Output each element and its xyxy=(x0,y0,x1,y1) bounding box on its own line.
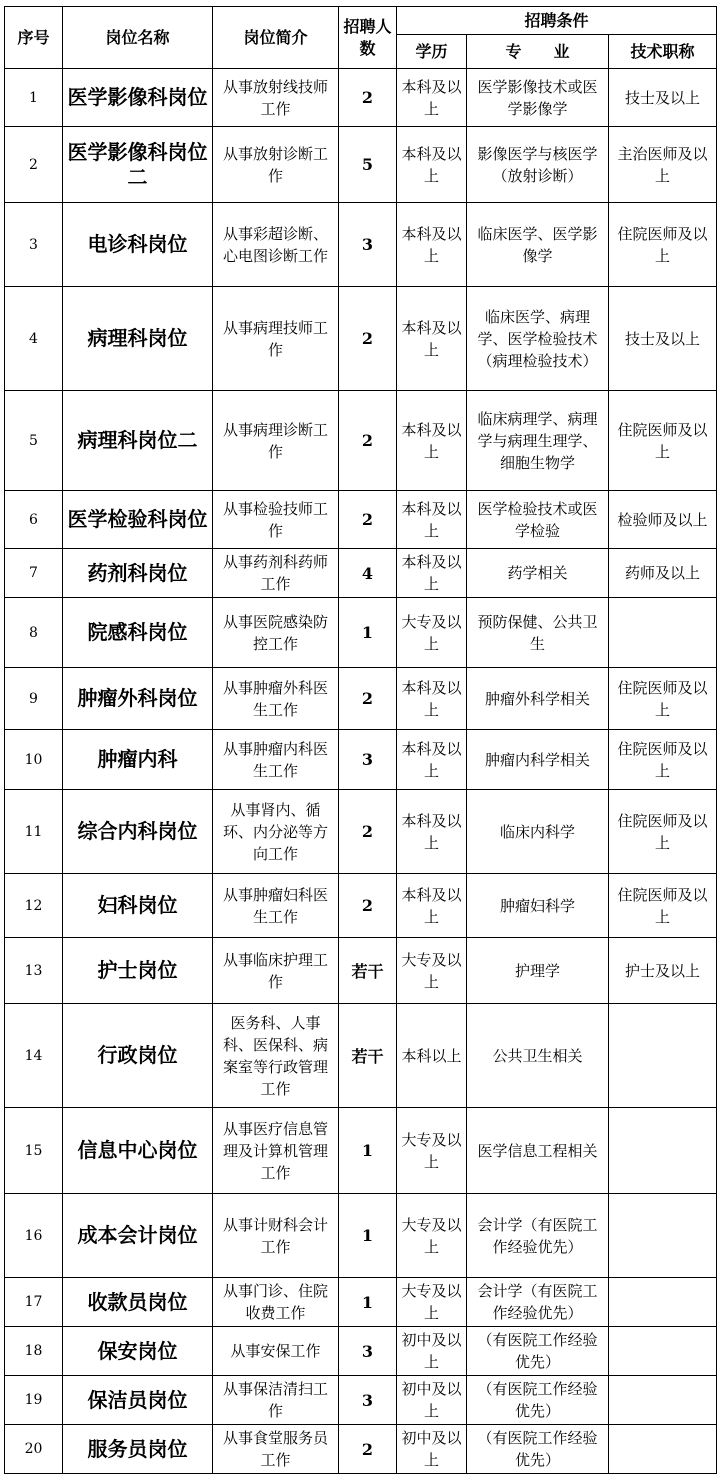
row-position-desc: 从事放射线技师工作 xyxy=(213,69,339,127)
row-position-name: 成本会计岗位 xyxy=(63,1194,213,1278)
row-position-desc: 从事安保工作 xyxy=(213,1327,339,1376)
row-count: 1 xyxy=(339,1278,397,1327)
row-tech-title: 技士及以上 xyxy=(609,287,717,391)
row-education: 大专及以上 xyxy=(397,938,467,1004)
row-count: 若干 xyxy=(339,1004,397,1108)
recruitment-table xyxy=(4,6,717,1474)
row-count: 1 xyxy=(339,1108,397,1194)
row-count: 2 xyxy=(339,491,397,549)
row-tech-title xyxy=(609,1108,717,1194)
row-seq: 13 xyxy=(5,938,63,1004)
row-position-name: 收款员岗位 xyxy=(63,1278,213,1327)
row-position-name: 医学影像科岗位 xyxy=(63,69,213,127)
row-education: 本科及以上 xyxy=(397,730,467,790)
row-position-desc: 从事病理诊断工作 xyxy=(213,391,339,491)
header-name: 岗位名称 xyxy=(63,7,213,69)
row-count: 2 xyxy=(339,790,397,874)
header-major: 专 业 xyxy=(467,35,609,69)
row-major: 肿瘤内科学相关 xyxy=(467,730,609,790)
row-position-desc: 从事肿瘤妇科医生工作 xyxy=(213,874,339,938)
row-education: 本科及以上 xyxy=(397,790,467,874)
row-tech-title: 住院医师及以上 xyxy=(609,730,717,790)
row-position-name: 保安岗位 xyxy=(63,1327,213,1376)
row-education: 大专及以上 xyxy=(397,1194,467,1278)
row-seq: 7 xyxy=(5,549,63,598)
row-education: 本科及以上 xyxy=(397,203,467,287)
row-position-desc: 从事医院感染防控工作 xyxy=(213,598,339,668)
row-count: 3 xyxy=(339,203,397,287)
row-major: 临床病理学、病理学与病理生理学、细胞生物学 xyxy=(467,391,609,491)
row-tech-title xyxy=(609,1278,717,1327)
row-education: 本科及以上 xyxy=(397,491,467,549)
row-major: 护理学 xyxy=(467,938,609,1004)
table-row xyxy=(5,1004,717,1108)
row-count: 2 xyxy=(339,874,397,938)
row-education: 大专及以上 xyxy=(397,598,467,668)
row-seq: 9 xyxy=(5,668,63,730)
row-seq: 11 xyxy=(5,790,63,874)
row-seq: 16 xyxy=(5,1194,63,1278)
table-row xyxy=(5,598,717,668)
row-tech-title: 检验师及以上 xyxy=(609,491,717,549)
row-education: 本科及以上 xyxy=(397,69,467,127)
table-row xyxy=(5,287,717,391)
row-tech-title: 住院医师及以上 xyxy=(609,790,717,874)
row-position-desc: 从事医疗信息管理及计算机管理工作 xyxy=(213,1108,339,1194)
row-education: 初中及以上 xyxy=(397,1425,467,1474)
row-position-desc: 从事药剂科药师工作 xyxy=(213,549,339,598)
table-row xyxy=(5,1327,717,1376)
row-major: 医学影像技术或医学影像学 xyxy=(467,69,609,127)
table-row xyxy=(5,938,717,1004)
row-major: 药学相关 xyxy=(467,549,609,598)
header-title: 技术职称 xyxy=(609,35,717,69)
row-seq: 14 xyxy=(5,1004,63,1108)
row-seq: 20 xyxy=(5,1425,63,1474)
row-position-desc: 从事计财科会计工作 xyxy=(213,1194,339,1278)
row-position-desc: 从事临床护理工作 xyxy=(213,938,339,1004)
row-major: （有医院工作经验优先） xyxy=(467,1327,609,1376)
row-count: 2 xyxy=(339,391,397,491)
row-seq: 10 xyxy=(5,730,63,790)
row-position-name: 综合内科岗位 xyxy=(63,790,213,874)
row-major: 预防保健、公共卫生 xyxy=(467,598,609,668)
table-body xyxy=(5,69,717,1474)
row-seq: 6 xyxy=(5,491,63,549)
row-major: 临床医学、医学影像学 xyxy=(467,203,609,287)
row-position-desc: 从事门诊、住院收费工作 xyxy=(213,1278,339,1327)
row-seq: 5 xyxy=(5,391,63,491)
row-position-name: 医学检验科岗位 xyxy=(63,491,213,549)
row-position-name: 行政岗位 xyxy=(63,1004,213,1108)
row-major: 医学检验技术或医学检验 xyxy=(467,491,609,549)
row-count: 3 xyxy=(339,730,397,790)
row-position-desc: 从事肿瘤外科医生工作 xyxy=(213,668,339,730)
row-position-name: 药剂科岗位 xyxy=(63,549,213,598)
row-tech-title: 药师及以上 xyxy=(609,549,717,598)
row-seq: 18 xyxy=(5,1327,63,1376)
row-position-name: 护士岗位 xyxy=(63,938,213,1004)
row-tech-title: 住院医师及以上 xyxy=(609,668,717,730)
row-count: 1 xyxy=(339,598,397,668)
row-major: 会计学（有医院工作经验优先） xyxy=(467,1194,609,1278)
row-major: 肿瘤外科学相关 xyxy=(467,668,609,730)
row-major: 临床内科学 xyxy=(467,790,609,874)
table-row xyxy=(5,391,717,491)
row-education: 初中及以上 xyxy=(397,1376,467,1425)
row-count: 2 xyxy=(339,1425,397,1474)
row-major: 影像医学与核医学（放射诊断） xyxy=(467,127,609,203)
row-major: （有医院工作经验优先） xyxy=(467,1425,609,1474)
table-row xyxy=(5,1278,717,1327)
row-position-desc: 从事病理技师工作 xyxy=(213,287,339,391)
row-education: 本科及以上 xyxy=(397,391,467,491)
row-position-name: 信息中心岗位 xyxy=(63,1108,213,1194)
row-seq: 15 xyxy=(5,1108,63,1194)
row-count: 3 xyxy=(339,1376,397,1425)
row-position-desc: 从事彩超诊断、心电图诊断工作 xyxy=(213,203,339,287)
row-tech-title: 住院医师及以上 xyxy=(609,203,717,287)
row-position-name: 保洁员岗位 xyxy=(63,1376,213,1425)
row-position-desc: 从事食堂服务员工作 xyxy=(213,1425,339,1474)
table-row xyxy=(5,69,717,127)
row-position-desc: 从事肿瘤内科医生工作 xyxy=(213,730,339,790)
row-count: 3 xyxy=(339,1327,397,1376)
row-education: 本科以上 xyxy=(397,1004,467,1108)
row-seq: 12 xyxy=(5,874,63,938)
row-position-desc: 医务科、人事科、医保科、病案室等行政管理工作 xyxy=(213,1004,339,1108)
row-position-name: 肿瘤内科 xyxy=(63,730,213,790)
row-seq: 3 xyxy=(5,203,63,287)
row-major: 公共卫生相关 xyxy=(467,1004,609,1108)
row-tech-title xyxy=(609,598,717,668)
row-major: 临床医学、病理学、医学检验技术（病理检验技术） xyxy=(467,287,609,391)
row-seq: 2 xyxy=(5,127,63,203)
table-row xyxy=(5,203,717,287)
row-education: 初中及以上 xyxy=(397,1327,467,1376)
row-position-name: 电诊科岗位 xyxy=(63,203,213,287)
row-seq: 1 xyxy=(5,69,63,127)
header-edu: 学历 xyxy=(397,35,467,69)
row-position-name: 服务员岗位 xyxy=(63,1425,213,1474)
row-position-name: 妇科岗位 xyxy=(63,874,213,938)
row-tech-title: 主治医师及以上 xyxy=(609,127,717,203)
row-education: 大专及以上 xyxy=(397,1108,467,1194)
row-position-name: 院感科岗位 xyxy=(63,598,213,668)
table-row xyxy=(5,668,717,730)
table-header xyxy=(5,7,717,69)
table-row xyxy=(5,1108,717,1194)
row-tech-title: 住院医师及以上 xyxy=(609,391,717,491)
row-seq: 19 xyxy=(5,1376,63,1425)
table-row xyxy=(5,127,717,203)
row-count: 1 xyxy=(339,1194,397,1278)
row-tech-title xyxy=(609,1376,717,1425)
table-row xyxy=(5,874,717,938)
row-tech-title xyxy=(609,1425,717,1474)
row-position-name: 医学影像科岗位二 xyxy=(63,127,213,203)
row-position-desc: 从事放射诊断工作 xyxy=(213,127,339,203)
row-education: 本科及以上 xyxy=(397,549,467,598)
row-position-desc: 从事保洁清扫工作 xyxy=(213,1376,339,1425)
row-seq: 8 xyxy=(5,598,63,668)
row-count: 4 xyxy=(339,549,397,598)
row-count: 5 xyxy=(339,127,397,203)
row-education: 大专及以上 xyxy=(397,1278,467,1327)
table-row xyxy=(5,491,717,549)
row-tech-title xyxy=(609,1194,717,1278)
row-seq: 17 xyxy=(5,1278,63,1327)
table-row xyxy=(5,1425,717,1474)
table-row xyxy=(5,730,717,790)
row-education: 本科及以上 xyxy=(397,127,467,203)
row-tech-title: 住院医师及以上 xyxy=(609,874,717,938)
row-position-name: 病理科岗位二 xyxy=(63,391,213,491)
row-major: 肿瘤妇科学 xyxy=(467,874,609,938)
row-education: 本科及以上 xyxy=(397,668,467,730)
row-count: 2 xyxy=(339,69,397,127)
row-tech-title: 技士及以上 xyxy=(609,69,717,127)
table-row xyxy=(5,1376,717,1425)
row-major: 医学信息工程相关 xyxy=(467,1108,609,1194)
header-conditions: 招聘条件 xyxy=(397,7,717,35)
row-position-name: 肿瘤外科岗位 xyxy=(63,668,213,730)
header-seq: 序号 xyxy=(5,7,63,69)
header-count: 招聘人数 xyxy=(339,7,397,69)
row-major: （有医院工作经验优先） xyxy=(467,1376,609,1425)
row-seq: 4 xyxy=(5,287,63,391)
row-count: 2 xyxy=(339,668,397,730)
row-position-name: 病理科岗位 xyxy=(63,287,213,391)
row-tech-title xyxy=(609,1327,717,1376)
header-desc: 岗位简介 xyxy=(213,7,339,69)
row-tech-title: 护士及以上 xyxy=(609,938,717,1004)
table-row xyxy=(5,1194,717,1278)
row-position-desc: 从事检验技师工作 xyxy=(213,491,339,549)
table-row xyxy=(5,790,717,874)
table-row xyxy=(5,549,717,598)
row-major: 会计学（有医院工作经验优先） xyxy=(467,1278,609,1327)
row-count: 若干 xyxy=(339,938,397,1004)
row-count: 2 xyxy=(339,287,397,391)
row-education: 本科及以上 xyxy=(397,287,467,391)
row-position-desc: 从事肾内、循环、内分泌等方向工作 xyxy=(213,790,339,874)
row-education: 本科及以上 xyxy=(397,874,467,938)
row-tech-title xyxy=(609,1004,717,1108)
